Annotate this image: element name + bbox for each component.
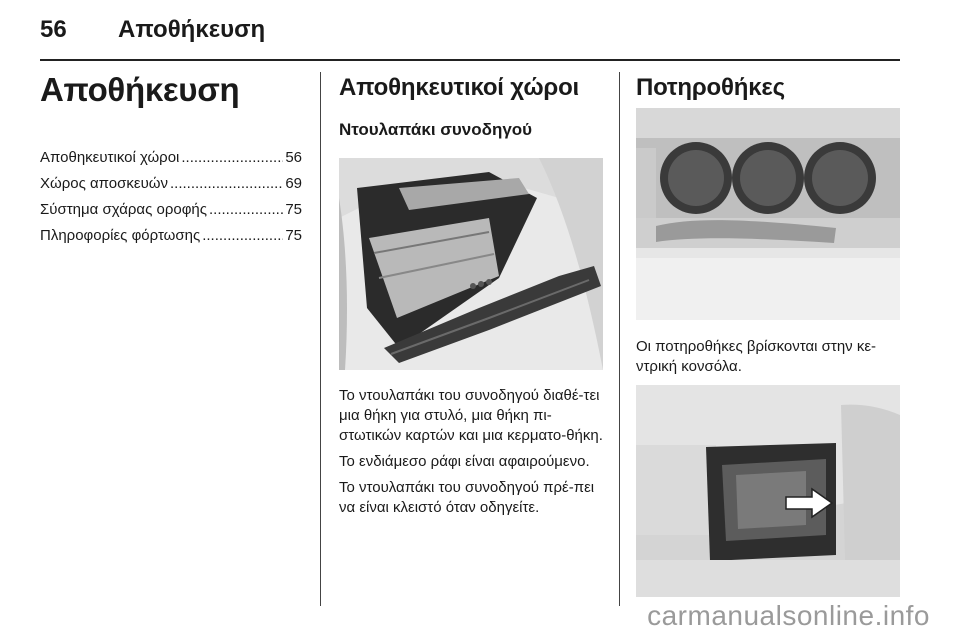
site-watermark: carmanualsonline.info [647, 600, 930, 631]
section-title: Αποθηκευτικοί χώροι [339, 74, 579, 101]
cupholders-photo-top [636, 108, 900, 320]
column-divider-left [320, 72, 321, 606]
toc-entry-page: 56 [285, 149, 302, 166]
toc-entry-page: 69 [285, 175, 302, 192]
toc-entry-label: Χώρος αποσκευών [40, 175, 168, 192]
toc-leader-dots [209, 197, 283, 223]
toc-entry[interactable] [40, 223, 302, 249]
glovebox-paragraph: Το ενδιάμεσο ράφι είναι αφαιρούμενο. [339, 453, 590, 470]
cupholders-column [636, 70, 900, 597]
toc-leader-dots [181, 145, 283, 171]
toc-entry-page: 75 [285, 227, 302, 244]
toc-leader-dots [202, 223, 283, 249]
toc-entry-page: 75 [285, 201, 302, 218]
toc-entry-label: Πληροφορίες φόρτωσης [40, 227, 201, 244]
column-divider-right [619, 72, 620, 606]
header-rule [40, 59, 900, 61]
glovebox-photo [339, 158, 603, 370]
glovebox-paragraph: Το ντουλαπάκι του συνοδηγού διαθέ-τει μια θήκη για στυλό, μια θήκη πι-στωτικών καρτών και μια κερματο-θήκη. [339, 387, 603, 444]
table-of-contents [40, 145, 302, 249]
toc-leader-dots [170, 171, 283, 197]
page-header-number: 56 [40, 16, 67, 43]
toc-entry[interactable] [40, 171, 302, 197]
chapter-column [40, 70, 302, 249]
toc-entry-label: Σύστημα σχάρας οροφής [40, 201, 207, 218]
toc-entry-label: Αποθηκευτικοί χώροι [40, 149, 180, 166]
chapter-title: Αποθήκευση [40, 71, 240, 108]
toc-entry[interactable] [40, 197, 302, 223]
cupholders-photo-bottom [636, 385, 900, 597]
glovebox-paragraph: Το ντουλαπάκι του συνοδηγού πρέ-πει να είναι κλειστό όταν οδηγείτε. [339, 479, 595, 516]
cupholders-paragraph: Οι ποτηροθήκες βρίσκονται στην κε-ντρική κονσόλα. [636, 338, 877, 375]
storage-column [339, 70, 603, 518]
glovebox-title: Ντουλαπάκι συνοδηγού [339, 120, 533, 139]
cupholders-title: Ποτηροθήκες [636, 74, 785, 101]
page-header-title: Αποθήκευση [118, 16, 266, 43]
toc-entry[interactable] [40, 145, 302, 171]
